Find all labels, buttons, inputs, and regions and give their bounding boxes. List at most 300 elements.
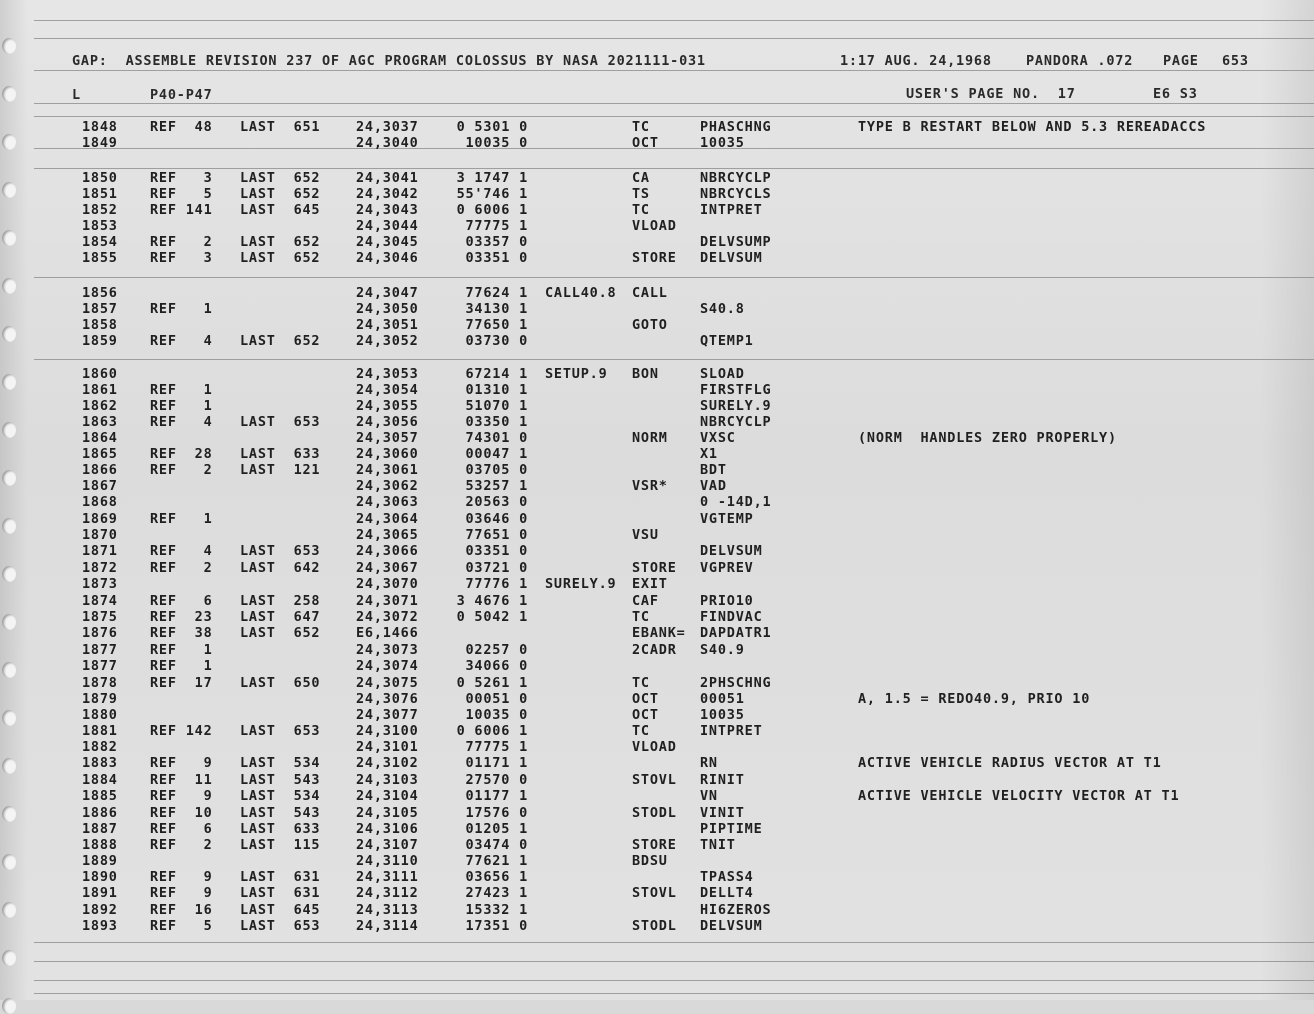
rule-line <box>34 70 1314 71</box>
address: 24,3070 <box>356 576 419 592</box>
octal-word: 10035 0 <box>465 135 528 151</box>
opcode: GOTO <box>632 317 668 333</box>
ref-count: REF 1 <box>150 398 213 414</box>
last-page: LAST 651 <box>240 119 321 135</box>
ref-count: REF 48 <box>150 119 213 135</box>
ref-count: REF 38 <box>150 625 213 641</box>
opcode: VLOAD <box>632 739 677 755</box>
address: 24,3047 <box>356 285 419 301</box>
opcode: OCT <box>632 691 659 707</box>
opcode: OCT <box>632 707 659 723</box>
line-number: 1868 <box>82 494 118 510</box>
ref-count: REF 9 <box>150 885 213 901</box>
line-number: 1872 <box>82 560 118 576</box>
rule-line <box>34 148 1314 149</box>
octal-word: 03705 0 <box>465 462 528 478</box>
operand: 10035 <box>700 707 745 723</box>
line-number: 1866 <box>82 462 118 478</box>
ref-count: REF 23 <box>150 609 213 625</box>
opcode: BON <box>632 366 659 382</box>
line-number: 1890 <box>82 869 118 885</box>
address: 24,3056 <box>356 414 419 430</box>
address: 24,3057 <box>356 430 419 446</box>
line-number: 1869 <box>82 511 118 527</box>
ref-count: REF 5 <box>150 186 213 202</box>
opcode: VLOAD <box>632 218 677 234</box>
user-page-number: USER'S PAGE NO. 17 <box>906 86 1076 102</box>
octal-word: 55'746 1 <box>456 186 528 202</box>
comment: A, 1.5 = REDO40.9, PRIO 10 <box>858 691 1091 707</box>
last-page: LAST 653 <box>240 543 321 559</box>
operand: DELVSUM <box>700 543 763 559</box>
opcode: TC <box>632 723 650 739</box>
address: 24,3072 <box>356 609 419 625</box>
ref-count: REF 2 <box>150 462 213 478</box>
ref-count: REF 1 <box>150 511 213 527</box>
last-page: LAST 258 <box>240 593 321 609</box>
feed-hole <box>2 902 16 918</box>
comment: (NORM HANDLES ZERO PROPERLY) <box>858 430 1117 446</box>
opcode: STORE <box>632 250 677 266</box>
opcode: TS <box>632 186 650 202</box>
opcode: VSR* <box>632 478 668 494</box>
address: 24,3100 <box>356 723 419 739</box>
address: 24,3041 <box>356 170 419 186</box>
ref-count: REF 9 <box>150 755 213 771</box>
operand: DELVSUMP <box>700 234 772 250</box>
section-code: L <box>72 87 81 103</box>
operand: S40.8 <box>700 301 745 317</box>
operand: X1 <box>700 446 718 462</box>
address: 24,3066 <box>356 543 419 559</box>
operand: HI6ZEROS <box>700 902 772 918</box>
ref-count: REF 4 <box>150 333 213 349</box>
octal-word: 53257 1 <box>465 478 528 494</box>
ref-count: REF 11 <box>150 772 213 788</box>
ref-count: REF 1 <box>150 658 213 674</box>
ref-count: REF 4 <box>150 543 213 559</box>
line-number: 1880 <box>82 707 118 723</box>
line-number: 1893 <box>82 918 118 934</box>
opcode: STOVL <box>632 772 677 788</box>
octal-word: 27570 0 <box>465 772 528 788</box>
opcode: VSU <box>632 527 659 543</box>
ref-count: REF 2 <box>150 560 213 576</box>
line-number: 1884 <box>82 772 118 788</box>
last-page: LAST 645 <box>240 902 321 918</box>
operand: 00051 <box>700 691 745 707</box>
operand: VN <box>700 788 718 804</box>
address: 24,3062 <box>356 478 419 494</box>
last-page: LAST 652 <box>240 186 321 202</box>
ref-count: REF 9 <box>150 788 213 804</box>
operand: DELVSUM <box>700 250 763 266</box>
octal-word: 10035 0 <box>465 707 528 723</box>
operand: SLOAD <box>700 366 745 382</box>
last-page: LAST 653 <box>240 414 321 430</box>
last-page: LAST 642 <box>240 560 321 576</box>
line-number: 1870 <box>82 527 118 543</box>
ref-count: REF 6 <box>150 821 213 837</box>
line-number: 1877 <box>82 658 118 674</box>
octal-word: 01205 1 <box>465 821 528 837</box>
line-number: 1864 <box>82 430 118 446</box>
last-page: LAST 652 <box>240 625 321 641</box>
last-page: LAST 650 <box>240 675 321 691</box>
line-number: 1857 <box>82 301 118 317</box>
operand: 0 -14D,1 <box>700 494 772 510</box>
last-page: LAST 534 <box>240 755 321 771</box>
opcode: TC <box>632 202 650 218</box>
rule-line <box>34 359 1314 360</box>
address: E6,1466 <box>356 625 419 641</box>
ref-count: REF 1 <box>150 301 213 317</box>
operand: S40.9 <box>700 642 745 658</box>
octal-word: 77775 1 <box>465 218 528 234</box>
operand: DAPDATR1 <box>700 625 772 641</box>
opcode: TC <box>632 119 650 135</box>
ref-count: REF 1 <box>150 642 213 658</box>
address: 24,3106 <box>356 821 419 837</box>
octal-word: 03730 0 <box>465 333 528 349</box>
feed-hole <box>2 470 16 486</box>
opcode: STODL <box>632 918 677 934</box>
last-page: LAST 543 <box>240 805 321 821</box>
line-number: 1849 <box>82 135 118 151</box>
rule-line <box>34 20 1314 21</box>
opcode: NORM <box>632 430 668 446</box>
operand: DELLT4 <box>700 885 754 901</box>
octal-word: 77621 1 <box>465 853 528 869</box>
address: 24,3107 <box>356 837 419 853</box>
opcode: BDSU <box>632 853 668 869</box>
ref-count: REF 2 <box>150 837 213 853</box>
octal-word: 3 4676 1 <box>456 593 528 609</box>
operand: FIRSTFLG <box>700 382 772 398</box>
line-number: 1858 <box>82 317 118 333</box>
rule-line <box>34 961 1314 962</box>
address: 24,3051 <box>356 317 419 333</box>
octal-word: 77651 0 <box>465 527 528 543</box>
octal-word: 51070 1 <box>465 398 528 414</box>
feed-hole <box>2 710 16 726</box>
octal-word: 03351 0 <box>465 250 528 266</box>
feed-hole <box>2 854 16 870</box>
address: 24,3060 <box>356 446 419 462</box>
octal-word: 0 5261 1 <box>456 675 528 691</box>
feed-hole <box>2 806 16 822</box>
rule-line <box>34 942 1314 943</box>
octal-word: 03474 0 <box>465 837 528 853</box>
line-number: 1888 <box>82 837 118 853</box>
operand: VGTEMP <box>700 511 754 527</box>
address: 24,3074 <box>356 658 419 674</box>
operand: TPASS4 <box>700 869 754 885</box>
address: 24,3064 <box>356 511 419 527</box>
ref-count: REF 9 <box>150 869 213 885</box>
operand: PHASCHNG <box>700 119 772 135</box>
ref-count: REF 17 <box>150 675 213 691</box>
octal-word: 03351 0 <box>465 543 528 559</box>
address: 24,3040 <box>356 135 419 151</box>
address: 24,3053 <box>356 366 419 382</box>
feed-hole <box>2 998 16 1014</box>
address: 24,3102 <box>356 755 419 771</box>
ref-count: REF 6 <box>150 593 213 609</box>
line-number: 1848 <box>82 119 118 135</box>
last-page: LAST 633 <box>240 446 321 462</box>
octal-word: 74301 0 <box>465 430 528 446</box>
last-page: LAST 652 <box>240 250 321 266</box>
address: 24,3111 <box>356 869 419 885</box>
octal-word: 34066 0 <box>465 658 528 674</box>
operand: NBRCYCLP <box>700 170 772 186</box>
operand: VGPREV <box>700 560 754 576</box>
ref-count: REF 141 <box>150 202 213 218</box>
octal-word: 17351 0 <box>465 918 528 934</box>
feed-hole <box>2 566 16 582</box>
line-number: 1871 <box>82 543 118 559</box>
ref-count: REF 142 <box>150 723 213 739</box>
line-number: 1852 <box>82 202 118 218</box>
address: 24,3044 <box>356 218 419 234</box>
octal-word: 01171 1 <box>465 755 528 771</box>
last-page: LAST 652 <box>240 170 321 186</box>
address: 24,3076 <box>356 691 419 707</box>
address: 24,3073 <box>356 642 419 658</box>
line-number: 1867 <box>82 478 118 494</box>
rule-line <box>34 103 1314 104</box>
opcode: STOVL <box>632 885 677 901</box>
ref-count: REF 16 <box>150 902 213 918</box>
opcode: CALL <box>632 285 668 301</box>
operand: INTPRET <box>700 202 763 218</box>
feed-hole <box>2 950 16 966</box>
octal-word: 77776 1 <box>465 576 528 592</box>
address: 24,3055 <box>356 398 419 414</box>
line-number: 1875 <box>82 609 118 625</box>
line-number: 1876 <box>82 625 118 641</box>
address: 24,3077 <box>356 707 419 723</box>
octal-word: 0 5301 0 <box>456 119 528 135</box>
last-page: LAST 647 <box>240 609 321 625</box>
address: 24,3037 <box>356 119 419 135</box>
line-number: 1883 <box>82 755 118 771</box>
octal-word: 0 6006 1 <box>456 723 528 739</box>
opcode: TC <box>632 609 650 625</box>
line-number: 1853 <box>82 218 118 234</box>
octal-word: 3 1747 1 <box>456 170 528 186</box>
ref-count: REF 28 <box>150 446 213 462</box>
address: 24,3043 <box>356 202 419 218</box>
feed-hole <box>2 230 16 246</box>
operand: PIPTIME <box>700 821 763 837</box>
address: 24,3071 <box>356 593 419 609</box>
line-number: 1863 <box>82 414 118 430</box>
octal-word: 03646 0 <box>465 511 528 527</box>
address: 24,3113 <box>356 902 419 918</box>
operand: FINDVAC <box>700 609 763 625</box>
operand: 10035 <box>700 135 745 151</box>
last-page: LAST 115 <box>240 837 321 853</box>
feed-hole <box>2 518 16 534</box>
ref-count: REF 1 <box>150 382 213 398</box>
last-page: LAST 543 <box>240 772 321 788</box>
octal-word: 03350 1 <box>465 414 528 430</box>
address: 24,3050 <box>356 301 419 317</box>
line-number: 1854 <box>82 234 118 250</box>
operand: 2PHSCHNG <box>700 675 772 691</box>
line-number: 1882 <box>82 739 118 755</box>
line-number: 1886 <box>82 805 118 821</box>
line-number: 1874 <box>82 593 118 609</box>
ref-count: REF 10 <box>150 805 213 821</box>
operand: DELVSUM <box>700 918 763 934</box>
operand: VINIT <box>700 805 745 821</box>
last-page: LAST 645 <box>240 202 321 218</box>
ref-count: REF 2 <box>150 234 213 250</box>
octal-word: 20563 0 <box>465 494 528 510</box>
operand: RN <box>700 755 718 771</box>
address: 24,3065 <box>356 527 419 543</box>
comment: ACTIVE VEHICLE RADIUS VECTOR AT T1 <box>858 755 1162 771</box>
listing-title: GAP: ASSEMBLE REVISION 237 OF AGC PROGRAM COLOSSUS BY NASA 2021111-031 <box>72 53 706 69</box>
last-page: LAST 653 <box>240 723 321 739</box>
address: 24,3101 <box>356 739 419 755</box>
operand: RINIT <box>700 772 745 788</box>
line-number: 1892 <box>82 902 118 918</box>
feed-hole <box>2 278 16 294</box>
address: 24,3042 <box>356 186 419 202</box>
rule-line <box>34 116 1314 117</box>
operand: PRIO10 <box>700 593 754 609</box>
operand: NBRCYCLP <box>700 414 772 430</box>
feed-hole <box>2 182 16 198</box>
address: 24,3054 <box>356 382 419 398</box>
line-number: 1856 <box>82 285 118 301</box>
line-number: 1850 <box>82 170 118 186</box>
address: 24,3061 <box>356 462 419 478</box>
address: 24,3046 <box>356 250 419 266</box>
octal-word: 01310 1 <box>465 382 528 398</box>
comment: ACTIVE VEHICLE VELOCITY VECTOR AT T1 <box>858 788 1180 804</box>
address: 24,3063 <box>356 494 419 510</box>
opcode: 2CADR <box>632 642 677 658</box>
feed-hole <box>2 86 16 102</box>
page-number: 653 <box>1222 53 1249 69</box>
feed-hole <box>2 134 16 150</box>
last-page: LAST 631 <box>240 885 321 901</box>
octal-word: 0 6006 1 <box>456 202 528 218</box>
label: SURELY.9 <box>545 576 617 592</box>
octal-word: 27423 1 <box>465 885 528 901</box>
feed-hole <box>2 374 16 390</box>
octal-word: 77650 1 <box>465 317 528 333</box>
last-page: LAST 121 <box>240 462 321 478</box>
page-label: PAGE <box>1163 53 1199 69</box>
label: CALL40.8 <box>545 285 617 301</box>
rule-line <box>34 38 1314 39</box>
line-number: 1878 <box>82 675 118 691</box>
operand: SURELY.9 <box>700 398 772 414</box>
line-number: 1865 <box>82 446 118 462</box>
rule-line <box>34 993 1314 994</box>
last-page: LAST 631 <box>240 869 321 885</box>
line-number: 1887 <box>82 821 118 837</box>
line-number: 1891 <box>82 885 118 901</box>
opcode: EBANK= <box>632 625 686 641</box>
feed-hole <box>2 422 16 438</box>
opcode: EXIT <box>632 576 668 592</box>
line-number: 1851 <box>82 186 118 202</box>
last-page: LAST 652 <box>240 333 321 349</box>
line-number: 1862 <box>82 398 118 414</box>
octal-word: 0 5042 1 <box>456 609 528 625</box>
last-page: LAST 652 <box>240 234 321 250</box>
line-number: 1855 <box>82 250 118 266</box>
octal-word: 00047 1 <box>465 446 528 462</box>
ref-count: REF 5 <box>150 918 213 934</box>
address: 24,3104 <box>356 788 419 804</box>
operand: QTEMP1 <box>700 333 754 349</box>
address: 24,3045 <box>356 234 419 250</box>
octal-word: 77624 1 <box>465 285 528 301</box>
feed-hole <box>2 662 16 678</box>
opcode: STODL <box>632 805 677 821</box>
octal-word: 03721 0 <box>465 560 528 576</box>
operand: VAD <box>700 478 727 494</box>
line-number: 1861 <box>82 382 118 398</box>
line-number: 1885 <box>82 788 118 804</box>
feed-hole <box>2 758 16 774</box>
last-page: LAST 534 <box>240 788 321 804</box>
octal-word: 77775 1 <box>465 739 528 755</box>
octal-word: 02257 0 <box>465 642 528 658</box>
opcode: CAF <box>632 593 659 609</box>
line-number: 1879 <box>82 691 118 707</box>
operand: NBRCYCLS <box>700 186 772 202</box>
line-number: 1873 <box>82 576 118 592</box>
ref-count: REF 3 <box>150 250 213 266</box>
operand: BDT <box>700 462 727 478</box>
site-name: PANDORA .072 <box>1026 53 1134 69</box>
last-page: LAST 653 <box>240 918 321 934</box>
feed-hole <box>2 614 16 630</box>
operand: INTPRET <box>700 723 763 739</box>
address: 24,3103 <box>356 772 419 788</box>
ref-count: REF 4 <box>150 414 213 430</box>
address: 24,3052 <box>356 333 419 349</box>
opcode: STORE <box>632 560 677 576</box>
octal-word: 34130 1 <box>465 301 528 317</box>
comment: TYPE B RESTART BELOW AND 5.3 REREADACCS <box>858 119 1207 135</box>
label: SETUP.9 <box>545 366 608 382</box>
octal-word: 00051 0 <box>465 691 528 707</box>
opcode: TC <box>632 675 650 691</box>
opcode: OCT <box>632 135 659 151</box>
octal-word: 03357 0 <box>465 234 528 250</box>
octal-word: 15332 1 <box>465 902 528 918</box>
line-number: 1877 <box>82 642 118 658</box>
address: 24,3075 <box>356 675 419 691</box>
reference-code: E6 S3 <box>1153 86 1198 102</box>
ref-count: REF 3 <box>150 170 213 186</box>
operand: VXSC <box>700 430 736 446</box>
line-number: 1859 <box>82 333 118 349</box>
octal-word: 17576 0 <box>465 805 528 821</box>
octal-word: 01177 1 <box>465 788 528 804</box>
feed-hole <box>2 38 16 54</box>
